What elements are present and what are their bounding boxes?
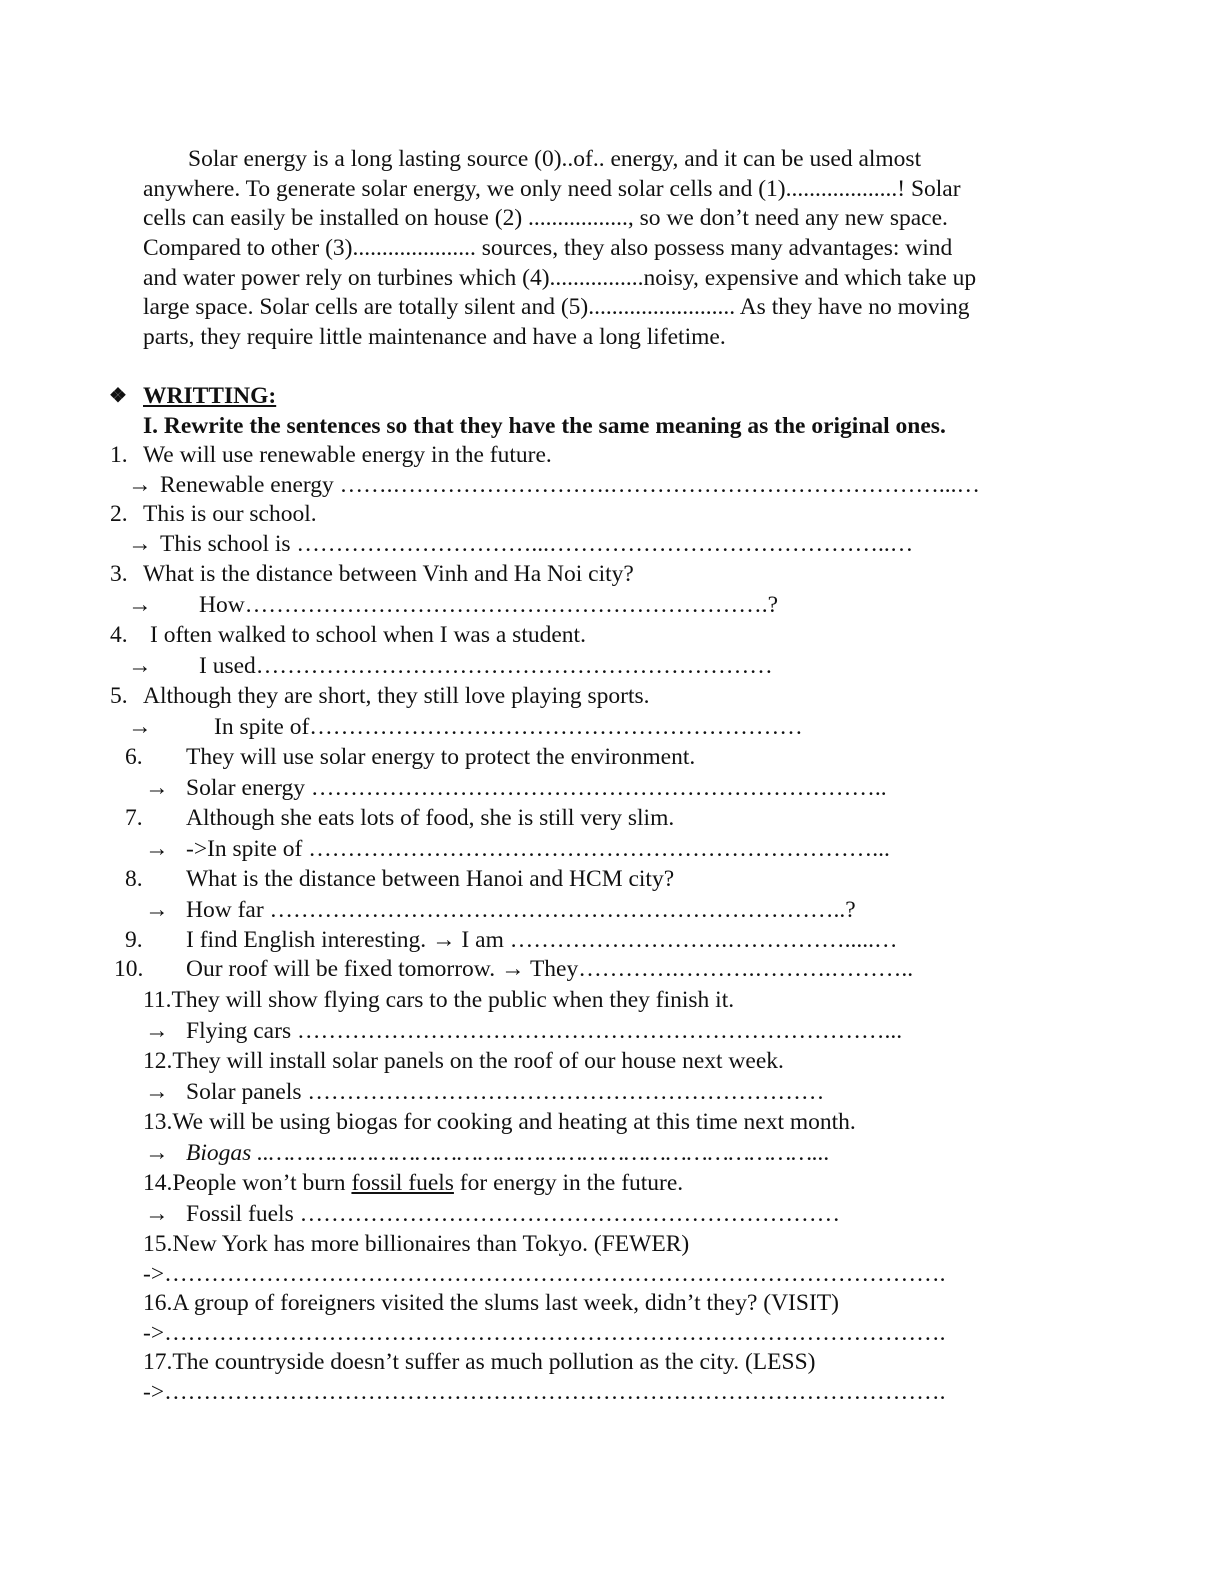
item-number: 8. <box>125 866 143 892</box>
underlined-phrase: fossil fuels <box>351 1170 454 1196</box>
item-number: 6. <box>125 744 143 770</box>
arrow-icon: → <box>128 531 152 557</box>
item-question: 16.A group of foreigners visited the slums last week, didn’t they? (VISIT) <box>143 1290 839 1316</box>
arrow-icon: → <box>145 897 169 923</box>
item-number: 3. <box>110 561 128 587</box>
answer-line[interactable]: Biogas ..……………………………………………………………………... <box>186 1140 830 1166</box>
item-question: Although they are short, they still love playing sports. <box>143 683 650 709</box>
item-number: 2. <box>110 501 128 527</box>
answer-line[interactable]: Solar panels ………………………………………………………… <box>186 1079 825 1105</box>
answer-line[interactable]: Renewable energy …….……………………….……………………………………...… <box>160 472 981 498</box>
item-question: 11.They will show flying cars to the public when they finish it. <box>143 987 735 1013</box>
passage-line: and water power rely on turbines which (4)................noisy, expensive and which take up <box>143 265 977 291</box>
arrow-icon: → <box>145 775 169 801</box>
answer-line[interactable]: Fossil fuels …………………………………………………………… <box>186 1201 841 1227</box>
item-question: 15.New York has more billionaires than Tokyo. (FEWER) <box>143 1231 690 1257</box>
item-question: They will use solar energy to protect the environment. <box>186 744 696 770</box>
arrow-icon: → <box>128 714 152 740</box>
item-question: This is our school. <box>143 501 317 527</box>
passage-line: parts, they require little maintenance and have a long lifetime. <box>143 324 726 350</box>
arrow-icon: → <box>145 1018 169 1044</box>
item-question: 13.We will be using biogas for cooking and heating at this time next month. <box>143 1109 856 1135</box>
item-number: 10. <box>114 956 144 982</box>
item-question[interactable]: Our roof will be fixed tomorrow. → They………….……….……….……….. <box>186 956 914 982</box>
section-heading: WRITTING: <box>143 383 277 409</box>
answer-line[interactable]: In spite of……………………………………………………… <box>214 714 803 740</box>
item-question: 12.They will install solar panels on the roof of our house next week. <box>143 1048 784 1074</box>
arrow-icon: → <box>145 1079 169 1105</box>
arrow-icon: → <box>145 836 169 862</box>
answer-line[interactable]: ->………………………………………………………………………………………. <box>143 1320 946 1346</box>
answer-line[interactable]: Solar energy ……………………………………………………………….. <box>186 775 887 801</box>
item-number: 5. <box>110 683 128 709</box>
answer-line[interactable]: Flying cars …………………………………………………………………... <box>186 1018 903 1044</box>
arrow-icon: → <box>128 653 152 679</box>
item-question: We will use renewable energy in the future. <box>143 442 552 468</box>
passage-line: Solar energy is a long lasting source (0)..of.. energy, and it can be used almost <box>188 146 922 172</box>
item-question <box>143 1168 683 1198</box>
answer-line[interactable]: ->………………………………………………………………………………………. <box>143 1261 946 1287</box>
answer-line[interactable]: ->………………………………………………………………………………………. <box>143 1379 946 1405</box>
passage-line: anywhere. To generate solar energy, we only need solar cells and (1)...................! Solar <box>143 176 961 202</box>
item-question: What is the distance between Vinh and Ha Noi city? <box>143 561 634 587</box>
arrow-icon: → <box>128 472 152 498</box>
answer-line[interactable]: ->In spite of ………………………………………………………………... <box>186 836 890 862</box>
answer-line[interactable]: This school is …………………………...……………………………………..… <box>160 531 914 557</box>
arrow-icon: → <box>145 1140 169 1166</box>
answer-line[interactable]: How………………………………………………………….? <box>199 592 778 618</box>
item-question[interactable]: I find English interesting. → I am ……………………….…………….....… <box>186 927 898 953</box>
arrow-icon: → <box>128 592 152 618</box>
answer-line[interactable]: How far ………………………………………………………………..? <box>186 897 856 923</box>
item-question: Although she eats lots of food, she is still very slim. <box>186 805 675 831</box>
item-question: 17.The countryside doesn’t suffer as much pollution as the city. (LESS) <box>143 1349 816 1375</box>
item-question-start: 14.People won’t burn <box>143 1170 352 1196</box>
item-number: 7. <box>125 805 143 831</box>
arrow-icon: → <box>145 1201 169 1227</box>
item-number: 9. <box>125 927 143 953</box>
answer-line[interactable]: I used………………………………………………………… <box>199 653 773 679</box>
item-number: 1. <box>110 442 128 468</box>
passage-line: Compared to other (3)..................... sources, they also possess many advantages: wind <box>143 235 953 261</box>
item-question: What is the distance between Hanoi and HCM city? <box>186 866 675 892</box>
passage-line: large space. Solar cells are totally silent and (5)......................... As they have no moving <box>143 294 970 320</box>
item-number: 4. <box>110 622 128 648</box>
diamond-bullet-icon: ❖ <box>109 385 127 407</box>
passage-line: cells can easily be installed on house (2) ................., so we don’t need any new space. <box>143 205 948 231</box>
exercise-instruction: I. Rewrite the sentences so that they have the same meaning as the original ones. <box>143 413 946 439</box>
item-question-end: for energy in the future. <box>453 1170 684 1196</box>
item-question: I often walked to school when I was a student. <box>150 622 586 648</box>
